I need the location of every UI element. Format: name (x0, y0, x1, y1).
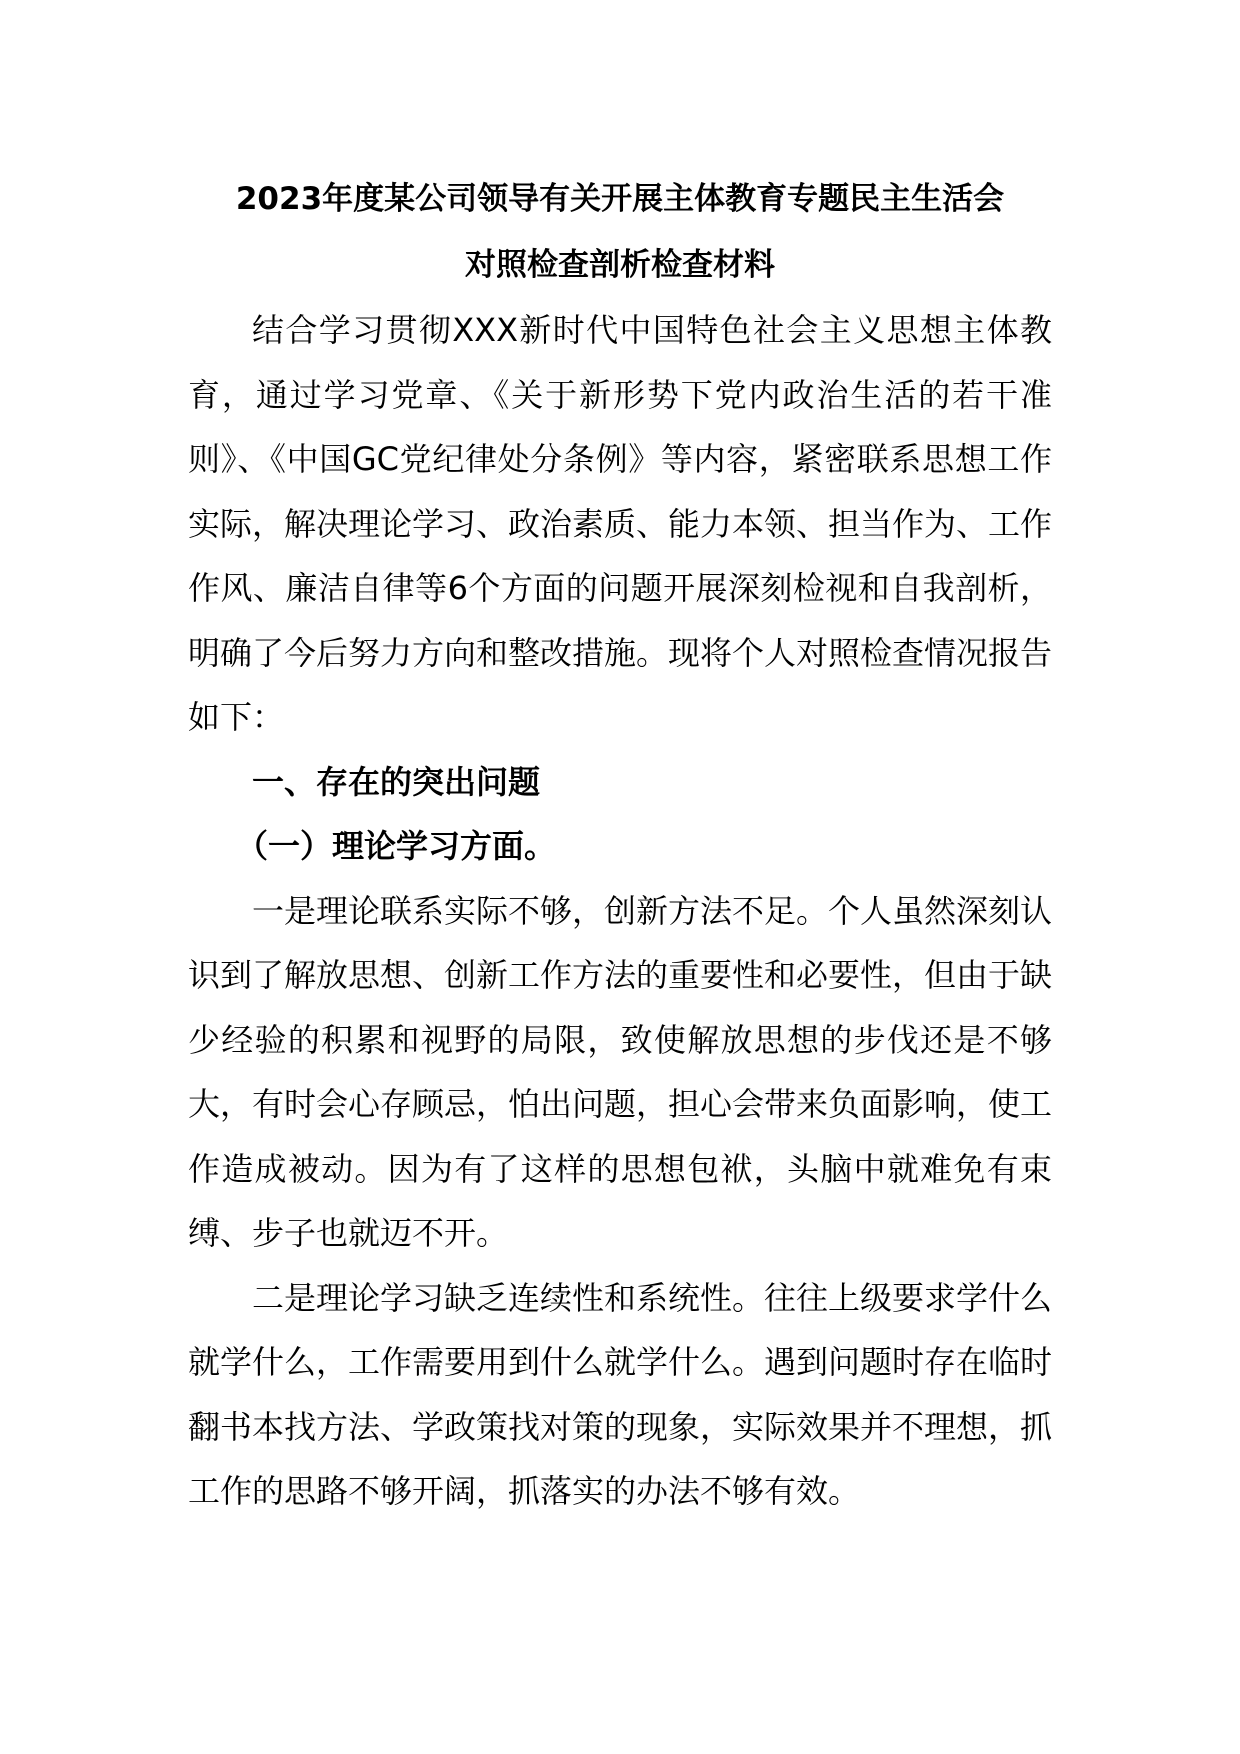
section-heading-problems: 一、存在的突出问题 (252, 762, 541, 801)
document-body (188, 166, 1052, 1524)
paragraph-point-two: 二是理论学习缺乏连续性和系统性。往往上级要求学什么就学什么，工作需要用到什么就学什么。遇到问题时存在临时翻书本找方法、学政策找对策的现象，实际效果并不理想，抓工作的思路不够开阔，抓落实的办法不够有效。 (188, 1278, 1053, 1510)
document-title-line-2: 对照检查剖析检查材料 (465, 247, 775, 283)
subsection-heading-theory-study: （一）理论学习方面。 (236, 827, 557, 865)
paragraph-point-one: 一是理论联系实际不够，创新方法不足。个人虽然深刻认识到了解放思想、创新工作方法的重要性和必要性，但由于缺少经验的积累和视野的局限，致使解放思想的步伐还是不够大，有时会心存顾忌，怕出问题，担心会带来负面影响，使工作造成被动。因为有了这样的思想包袱，头脑中就难免有束缚、步子也就迈不开。 (188, 891, 1053, 1252)
document-title-line-1: 2023年度某公司领导有关开展主体教育专题民主生活会 (235, 181, 1005, 217)
intro-paragraph: 结合学习贯彻XXX新时代中国特色社会主义思想主体教育，通过学习党章、《关于新形势下党内政治生活的若干准则》、《中国GC党纪律处分条例》等内容，紧密联系思想工作实际，解决理论学习、政治素质、能力本领、担当作为、工作作风、廉洁自律等6个方面的问题开展深刻检视和自我剖析，明确了今后努力方向和整改措施。现将个人对照检查情况报告如下： (188, 311, 1053, 736)
